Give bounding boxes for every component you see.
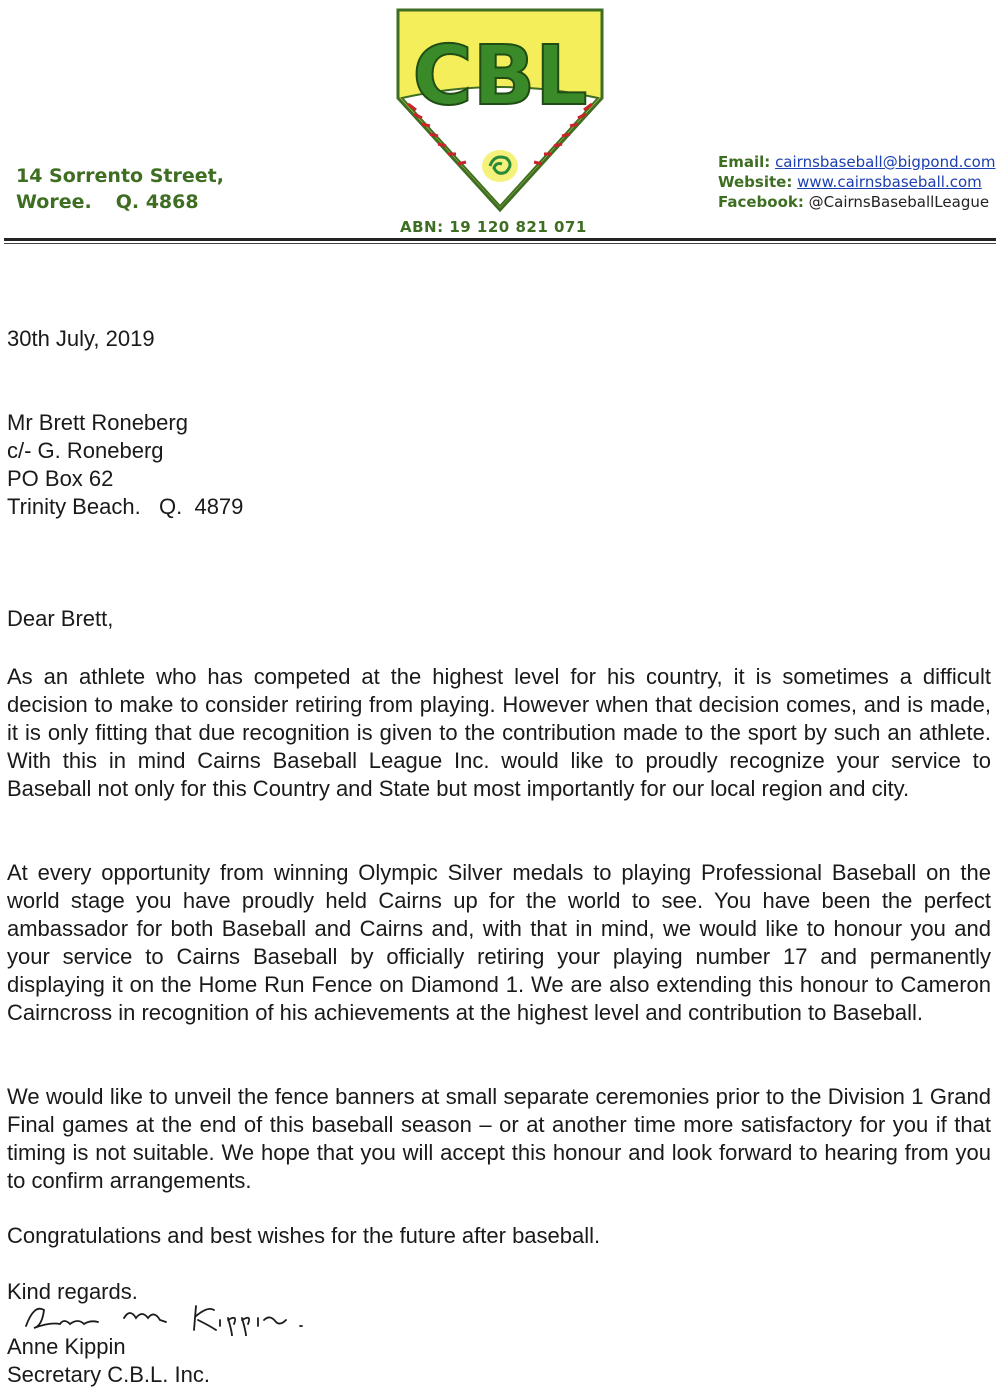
website-label: Website: xyxy=(718,173,793,191)
letter-date: 30th July, 2019 xyxy=(7,326,155,351)
address-street: 14 Sorrento Street, xyxy=(16,165,224,187)
address-suburb: Woree. xyxy=(16,191,92,213)
signer-name: Anne Kippin xyxy=(7,1334,126,1359)
abn-number: ABN: 19 120 821 071 xyxy=(400,218,587,236)
website-line xyxy=(718,172,995,192)
contact-block xyxy=(718,152,995,212)
email-label: Email: xyxy=(718,153,771,171)
facebook-handle: @CairnsBaseballLeague xyxy=(808,193,990,211)
recipient-care-of: c/- G. Roneberg xyxy=(7,438,164,463)
handwritten-signature xyxy=(20,1296,320,1336)
address-postcode: Q. 4868 xyxy=(115,191,199,213)
email-line xyxy=(718,152,995,172)
recipient-name: Mr Brett Roneberg xyxy=(7,410,188,435)
header-rule-thin xyxy=(4,243,996,244)
body-paragraph: Congratulations and best wishes for the future after baseball. xyxy=(7,1223,601,1248)
recipient-locality: Trinity Beach. Q. 4879 xyxy=(7,494,244,519)
salutation: Dear Brett, xyxy=(7,606,114,631)
header-rule xyxy=(4,238,996,241)
email-link[interactable]: cairnsbaseball@bigpond.com xyxy=(775,153,996,171)
club-address xyxy=(16,163,224,215)
website-link[interactable]: www.cairnsbaseball.com xyxy=(797,173,982,191)
address-suburb-line xyxy=(16,189,224,215)
facebook-label: Facebook: xyxy=(718,193,804,211)
body-paragraph: At every opportunity from winning Olympic Silver medals to playing Professional Baseball on the world stage you have proudly held Cairns up for the world to see. You have been the perfect ambassador for both Baseball and Cairns and, with that in mind, we would like to honour you and your service to Cairns Baseball by officially retiring your playing number 17 and permanently displaying it on the Home Run Fence on Diamond 1. We are also extending this honour to Cameron Cairncross in recognition of his achievements at the highest level and contribution to Baseball. xyxy=(7,860,991,1025)
body-paragraph: We would like to unveil the fence banners at small separate ceremonies prior to the Division 1 Grand Final games at the end of this baseball season – or at another time more satisfactory for you if that timing is not suitable. We hope that you will accept this honour and look forward to hearing from you to confirm arrangements. xyxy=(7,1084,991,1193)
cbl-logo xyxy=(394,6,606,216)
signer-title: Secretary C.B.L. Inc. xyxy=(7,1362,210,1387)
facebook-line xyxy=(718,192,995,212)
swirl-emblem xyxy=(482,150,518,182)
body-paragraph: As an athlete who has competed at the highest level for his country, it is sometimes a difficult decision to make to consider retiring from playing. However when that decision comes, and is made, it is only fitting that due recognition is given to the contribution made to the sport by such an athlete. With this in mind Cairns Baseball League Inc. would like to proudly recognize your service to Baseball not only for this Country and State but most importantly for our local region and city. xyxy=(7,664,991,801)
logo-lettering: CBL xyxy=(412,29,588,124)
recipient-po-box: PO Box 62 xyxy=(7,466,114,491)
closing: Kind regards. xyxy=(7,1279,138,1304)
